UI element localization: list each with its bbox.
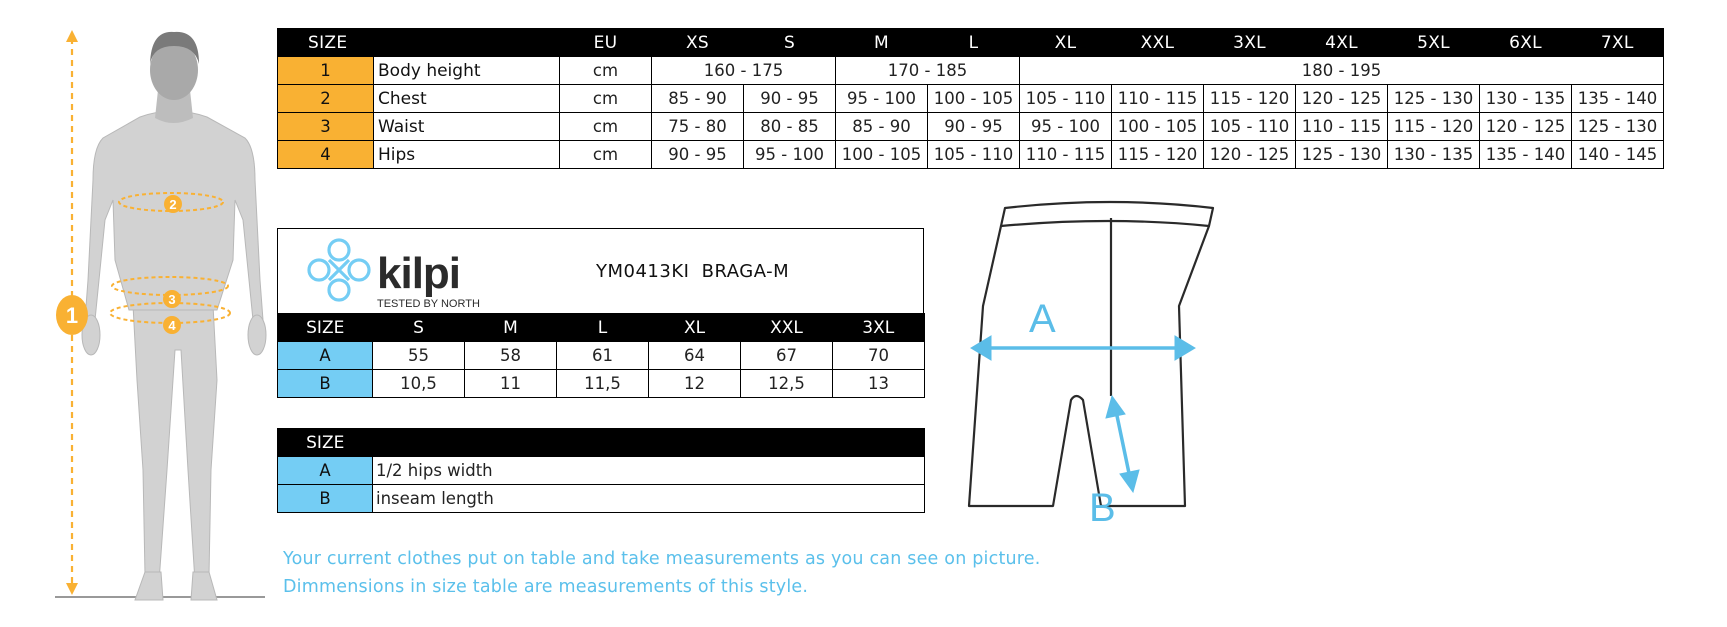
body-size-header	[278, 29, 1664, 57]
table-cell: 11,5	[557, 370, 649, 398]
brand-logo	[305, 236, 505, 312]
table-cell: 110 - 115	[1020, 141, 1112, 169]
header-m: M	[465, 314, 557, 342]
header-xs: XS	[652, 29, 744, 57]
table-cell: 125 - 130	[1572, 113, 1664, 141]
table-row	[278, 342, 925, 370]
row-description: inseam length	[373, 485, 925, 513]
table-row	[278, 370, 925, 398]
header-4xl: 4XL	[1296, 29, 1388, 57]
table-cell: 125 - 130	[1388, 85, 1480, 113]
table-cell: 115 - 120	[1388, 113, 1480, 141]
marker-4	[163, 316, 181, 334]
table-cell: 115 - 120	[1112, 141, 1204, 169]
header-3xl: 3XL	[833, 314, 925, 342]
row-unit: cm	[560, 141, 652, 169]
table-cell: 64	[649, 342, 741, 370]
table-cell: 130 - 135	[1480, 85, 1572, 113]
table-cell: 120 - 125	[1480, 113, 1572, 141]
row-label: Chest	[374, 85, 560, 113]
header-7xl: 7XL	[1572, 29, 1664, 57]
table-cell: 10,5	[373, 370, 465, 398]
row-description: 1/2 hips width	[373, 457, 925, 485]
header-blank	[373, 429, 925, 457]
table-row	[278, 85, 1664, 113]
table-cell: 125 - 130	[1296, 141, 1388, 169]
table-cell: 115 - 120	[1204, 85, 1296, 113]
measurement-legend-table	[277, 428, 925, 513]
brand-name: kilpi	[377, 249, 461, 298]
table-cell: 80 - 85	[744, 113, 836, 141]
row-index: B	[278, 370, 373, 398]
table-cell: 130 - 135	[1388, 141, 1480, 169]
header-6xl: 6XL	[1480, 29, 1572, 57]
row-label: Hips	[374, 141, 560, 169]
table-cell: 140 - 145	[1572, 141, 1664, 169]
product-measure-table	[277, 313, 925, 398]
header-label	[374, 29, 560, 57]
instruction-notes	[283, 545, 1041, 601]
header-3xl: 3XL	[1204, 29, 1296, 57]
table-cell: 90 - 95	[744, 85, 836, 113]
table-cell: 180 - 195	[1020, 57, 1664, 85]
brand-tagline: TESTED BY NORTH	[377, 298, 480, 310]
label-b: B	[1089, 486, 1116, 530]
header-xl: XL	[1020, 29, 1112, 57]
row-index: 3	[278, 113, 374, 141]
table-cell: 105 - 110	[1020, 85, 1112, 113]
header-size: SIZE	[278, 29, 374, 57]
table-cell: 100 - 105	[836, 141, 928, 169]
header-xl: XL	[649, 314, 741, 342]
table-cell: 170 - 185	[836, 57, 1020, 85]
table-row	[278, 141, 1664, 169]
table-cell: 67	[741, 342, 833, 370]
table-cell: 95 - 100	[1020, 113, 1112, 141]
table-cell: 135 - 140	[1572, 85, 1664, 113]
row-index: 2	[278, 85, 374, 113]
table-cell: 58	[465, 342, 557, 370]
marker-3	[163, 290, 181, 308]
note-line: Your current clothes put on table and take measurements as you can see on picture.	[283, 549, 1041, 569]
header-xxl: XXL	[741, 314, 833, 342]
table-cell: 160 - 175	[652, 57, 836, 85]
note-line: Dimmensions in size table are measurements of this style.	[283, 577, 809, 597]
svg-text:4: 4	[168, 318, 176, 333]
table-cell: 120 - 125	[1296, 85, 1388, 113]
table-cell: 13	[833, 370, 925, 398]
table-cell: 85 - 90	[836, 113, 928, 141]
table-cell: 110 - 115	[1296, 113, 1388, 141]
table-cell: 100 - 105	[1112, 113, 1204, 141]
measure-b-arrow	[1106, 396, 1139, 492]
row-index: A	[278, 342, 373, 370]
table-cell: 85 - 90	[652, 85, 744, 113]
table-row	[278, 113, 1664, 141]
product-info-box	[277, 228, 924, 313]
measure-a-arrow	[971, 336, 1195, 360]
header-xxl: XXL	[1112, 29, 1204, 57]
row-label: Waist	[374, 113, 560, 141]
row-index: A	[278, 457, 373, 485]
legend-header	[278, 429, 925, 457]
table-cell: 12,5	[741, 370, 833, 398]
row-label: Body height	[374, 57, 560, 85]
table-cell: 11	[465, 370, 557, 398]
label-a: A	[1029, 297, 1056, 341]
table-cell: 105 - 110	[928, 141, 1020, 169]
row-index: 4	[278, 141, 374, 169]
row-index: 1	[278, 57, 374, 85]
svg-text:3: 3	[168, 292, 176, 307]
product-code: YM0413KI BRAGA-M	[596, 261, 790, 282]
table-cell: 90 - 95	[652, 141, 744, 169]
header-m: M	[836, 29, 928, 57]
row-unit: cm	[560, 113, 652, 141]
table-row	[278, 57, 1664, 85]
header-s: S	[373, 314, 465, 342]
table-cell: 75 - 80	[652, 113, 744, 141]
row-index: B	[278, 485, 373, 513]
header-l: L	[557, 314, 649, 342]
svg-text:1: 1	[65, 303, 79, 328]
header-size: SIZE	[278, 429, 373, 457]
marker-1	[56, 295, 88, 335]
table-row	[278, 485, 925, 513]
header-s: S	[744, 29, 836, 57]
table-cell: 95 - 100	[744, 141, 836, 169]
product-table-header	[278, 314, 925, 342]
row-unit: cm	[560, 85, 652, 113]
header-size: SIZE	[278, 314, 373, 342]
knot-logo-icon	[309, 240, 369, 300]
table-row	[278, 457, 925, 485]
table-cell: 110 - 115	[1112, 85, 1204, 113]
row-unit: cm	[560, 57, 652, 85]
header-eu: EU	[560, 29, 652, 57]
body-measurement-figure	[45, 20, 275, 605]
table-cell: 70	[833, 342, 925, 370]
table-cell: 12	[649, 370, 741, 398]
marker-2	[164, 195, 182, 213]
table-cell: 61	[557, 342, 649, 370]
header-l: L	[928, 29, 1020, 57]
table-cell: 120 - 125	[1204, 141, 1296, 169]
svg-text:2: 2	[169, 197, 177, 212]
table-cell: 90 - 95	[928, 113, 1020, 141]
body-size-table	[277, 28, 1664, 169]
header-5xl: 5XL	[1388, 29, 1480, 57]
table-cell: 105 - 110	[1204, 113, 1296, 141]
shorts-diagram	[955, 196, 1275, 536]
table-cell: 55	[373, 342, 465, 370]
table-cell: 100 - 105	[928, 85, 1020, 113]
table-cell: 135 - 140	[1480, 141, 1572, 169]
table-cell: 95 - 100	[836, 85, 928, 113]
